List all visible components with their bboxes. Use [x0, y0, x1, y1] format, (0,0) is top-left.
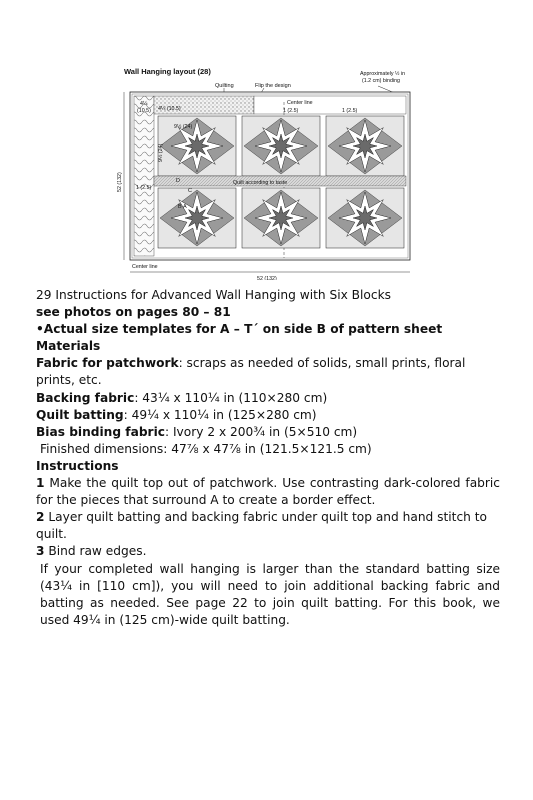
instructions-text [36, 287, 500, 629]
step-1-number: 1 [36, 476, 45, 491]
label-gap-2: 1 (2.5) [342, 108, 358, 114]
photos-line: see photos on pages 80 – 81 [36, 305, 231, 320]
label-top-left-b: (10.5) [137, 108, 151, 114]
backing-value: : 43¼ x 110¼ in (110×280 cm) [134, 390, 328, 405]
step-2-text: Layer quilt batting and backing fabric under quilt top and hand stitch to quilt. [36, 510, 487, 542]
backing-label: Backing fabric [36, 390, 135, 405]
label-top-left-a: 4¼ [140, 101, 148, 107]
step-3-number: 3 [36, 544, 45, 559]
step-3 [36, 543, 500, 560]
instructions-heading: Instructions [36, 458, 119, 473]
top-border-plain [254, 96, 406, 114]
bias-value: : Ivory 2 x 200¾ in (5×510 cm) [164, 424, 358, 439]
label-letter-d: D [176, 178, 180, 184]
star-motif [353, 134, 377, 158]
materials-heading: Materials [36, 339, 101, 354]
label-letter-c: C [188, 188, 192, 194]
fabric-line [36, 355, 500, 389]
batting-label: Quilt batting [36, 407, 124, 422]
label-gap-1: 1 (2.5) [283, 108, 299, 114]
backing-line [36, 390, 500, 407]
bias-line [36, 424, 500, 441]
label-quilt-taste: Quilt according to taste [233, 180, 288, 186]
label-block-h: 9½ (24) [158, 143, 164, 162]
step-3-text: Bind raw edges. [44, 544, 147, 559]
label-gap-left: 1 (2.5) [136, 185, 152, 191]
step-1 [36, 475, 500, 509]
templates-line: •Actual size templates for A – T´ on side B of pattern sheet [36, 322, 443, 337]
star-motif [269, 206, 293, 230]
step-2-number: 2 [36, 510, 45, 525]
finished-line: Finished dimensions: 47⅞ x 47⅞ in (121.5×121.5 cm) [40, 441, 372, 456]
label-flip: Flip the design [255, 83, 291, 89]
label-letter-b: B [178, 204, 182, 210]
step-2 [36, 509, 500, 543]
batting-line [36, 407, 500, 424]
note-paragraph: If your completed wall hanging is larger than the standard batting size (43¼ in [110 cm]), you will need to join additional backing fabric and batting as needed. See page 22 to join quilt batting. For this book, we used 49¼ in (125 cm)-wide quilt batting. [40, 561, 500, 627]
label-binding: Approximately ½ in (1.2 cm) binding [360, 71, 406, 84]
bias-label: Bias binding fabric [36, 424, 165, 439]
label-quilting: Quilting [215, 83, 234, 89]
label-center-line-bottom: Center line [132, 264, 158, 270]
label-center-line-top: Center line [287, 100, 313, 106]
title-line: 29 Instructions for Advanced Wall Hanging with Six Blocks [36, 288, 391, 302]
star-motif [185, 134, 209, 158]
star-motif [185, 206, 209, 230]
label-bottom-dim: 52 (132) [257, 276, 277, 280]
label-block-w: 9½ (24) [174, 124, 193, 130]
star-motif [353, 206, 377, 230]
diagram-title: Wall Hanging layout (28) [124, 67, 211, 76]
wall-hanging-layout-diagram [112, 62, 422, 280]
fabric-value: : scraps as needed of solids, small prints, floral prints, etc. [36, 356, 466, 388]
label-letter-a: A [183, 204, 187, 210]
fabric-label: Fabric for patchwork [36, 356, 179, 371]
step-1-text: Make the quilt top out of patchwork. Use contrasting dark-colored fabric for the pieces that surround A to create a border effect. [36, 476, 500, 508]
label-top-left-c: 4¼ (10.5) [158, 106, 181, 112]
layout-svg [112, 62, 422, 280]
label-side-dim: 52 (132) [117, 172, 123, 192]
star-motif [269, 134, 293, 158]
left-border [134, 96, 154, 256]
batting-value: : 49¼ x 110¼ in (125×280 cm) [123, 407, 317, 422]
